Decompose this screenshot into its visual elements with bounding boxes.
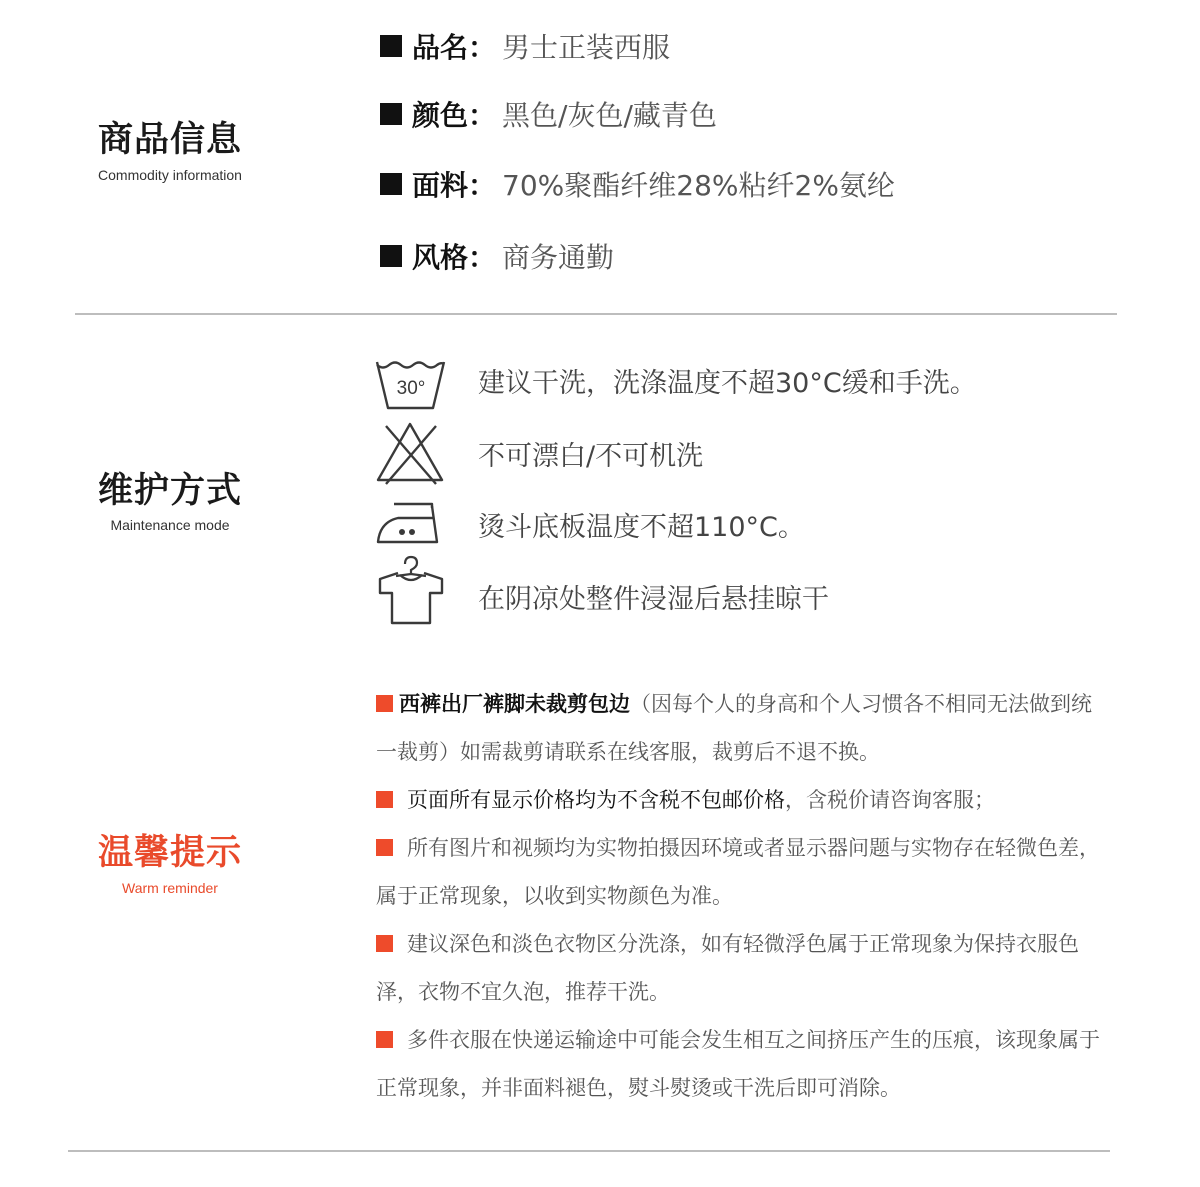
info-row-color: 颜色： 黑色/灰色/藏青色 [380,96,717,136]
wash-temp-label: 30° [396,378,426,399]
info-value: 黑色/灰色/藏青色 [502,99,717,132]
maintenance-subtitle: Maintenance mode [110,517,230,533]
reminder-item [376,1016,1104,1112]
square-bullet-icon [380,245,402,267]
reminder-subtitle: Warm reminder [122,880,218,896]
no-bleach-icon [374,420,446,492]
square-bullet-icon [380,103,402,125]
reminder-highlight: 页面所有显示价格均为不含税不包邮价格 [407,788,785,812]
info-row-fabric: 面料： 70%聚酯纤维28%粘纤2%氨纶 [380,166,895,206]
info-key: 品名 [412,31,469,64]
square-bullet-icon [380,173,402,195]
product-info-subtitle: Commodity information [98,167,242,183]
maintenance-title: 维护方式 [97,471,242,511]
hang-dry-icon [374,553,446,625]
info-row-style: 风格： 商务通勤 [380,238,614,278]
reminder-text: （因每个人的身高和个人习惯各不相同无法做到统一裁剪）如需裁剪请联系在线客服，裁剪后不退不换。 [376,692,1092,764]
wash-30-icon [374,350,446,422]
reminder-text: 建议深色和淡色衣物区分洗涤，如有轻微浮色属于正常现象为保持衣服色泽，衣物不宜久泡，推荐干洗。 [376,932,1079,1004]
bottom-divider [68,1150,1110,1152]
reminder-list [376,680,1104,1112]
reminder-text: 多件衣服在快递运输途中可能会发生相互之间挤压产生的压痕，该现象属于正常现象，并非面料褪色，熨斗熨烫或干洗后即可消除。 [376,1028,1100,1100]
reminder-item [376,680,1104,776]
bullet-square-icon [376,791,393,808]
reminder-highlight: 西裤出厂裤脚未裁剪包边 [399,692,630,716]
care-text-wash: 建议干洗，洗涤温度不超30°C缓和手洗。 [478,368,977,399]
bullet-square-icon [376,935,393,952]
iron-icon [374,490,446,562]
info-value: 商务通勤 [502,241,615,274]
bullet-square-icon [376,1031,393,1048]
bullet-square-icon [376,839,393,856]
reminder-text: 所有图片和视频均为实物拍摄因环境或者显示器问题与实物存在轻微色差，属于正常现象，以收到实物颜色为准。 [376,836,1100,908]
info-key: 面料 [412,169,469,202]
info-value: 男士正装西服 [502,31,671,64]
care-text-bleach: 不可漂白/不可机洗 [478,441,704,472]
info-key: 风格 [412,241,469,274]
reminder-text: ，含税价请咨询客服； [785,788,995,812]
care-text-iron: 烫斗底板温度不超110°C。 [478,512,805,543]
reminder-item [376,776,1104,824]
bullet-square-icon [376,695,393,712]
reminder-title: 温馨提示 [97,833,242,873]
section-divider [75,313,1117,315]
square-bullet-icon [380,35,402,57]
care-text-dry: 在阴凉处整件浸湿后悬挂晾干 [478,584,829,615]
reminder-item [376,920,1104,1016]
info-row-name: 品名： 男士正装西服 [380,28,670,68]
reminder-item [376,824,1104,920]
info-value: 70%聚酯纤维28%粘纤2%氨纶 [502,169,895,202]
info-key: 颜色 [412,99,469,132]
product-info-title: 商品信息 [97,120,242,160]
